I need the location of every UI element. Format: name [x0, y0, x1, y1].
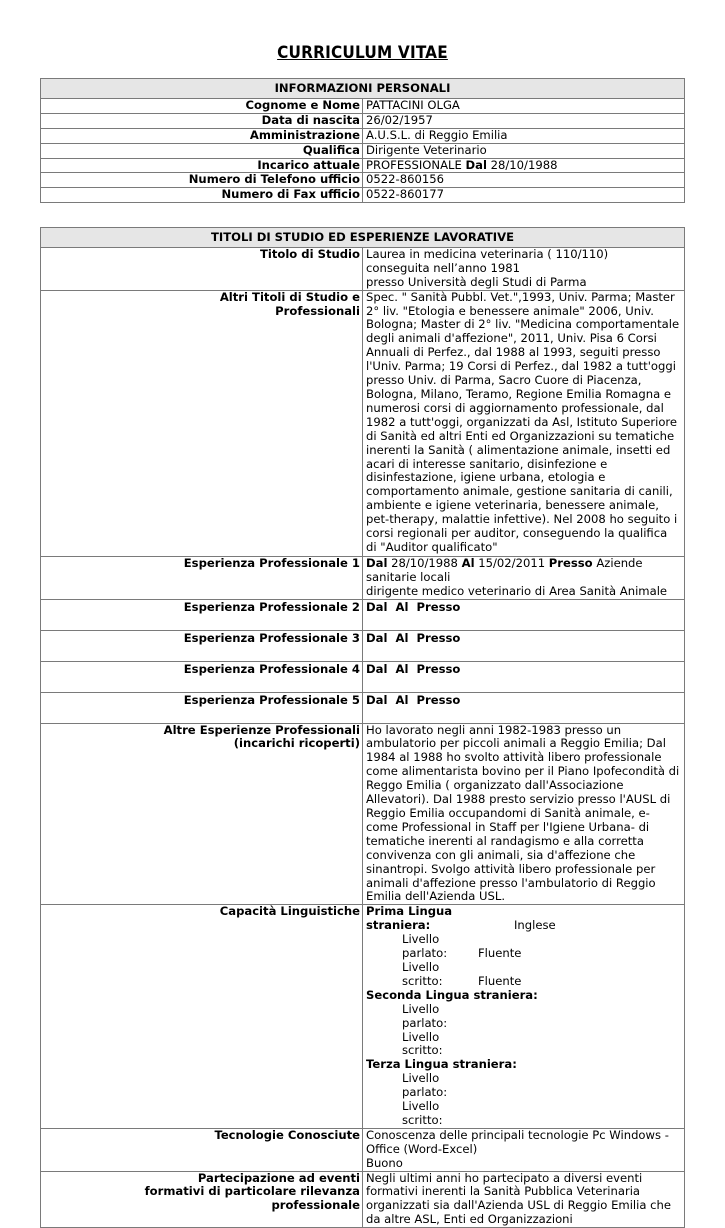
second-language-label: Seconda Lingua straniera: — [366, 987, 538, 1002]
to-date: 15/02/2011 — [474, 555, 549, 570]
field-label: Titolo di Studio — [41, 247, 363, 290]
administration-value: A.U.S.L. di Reggio Emilia — [363, 128, 685, 143]
table-row — [41, 723, 685, 905]
table-row — [41, 661, 685, 692]
fax-value: 0522-860177 — [363, 188, 685, 203]
field-label: Incarico attuale — [41, 158, 363, 173]
table-row — [41, 173, 685, 188]
presso-label: Presso — [548, 555, 593, 570]
table-row — [41, 188, 685, 203]
experience-1-role: dirigente medico veterinario di Area Sanità Animale — [366, 583, 668, 598]
table-row — [41, 1171, 685, 1228]
spoken-level-label: Livello parlato: — [402, 1071, 448, 1100]
label-line: Altre Esperienze Professionali — [163, 722, 360, 737]
label-line: Partecipazione ad eventi — [197, 1170, 360, 1185]
from-date: 28/10/1988 — [387, 555, 462, 570]
degree-line: presso Università degli Studi di Parma — [366, 274, 587, 289]
personal-info-header: INFORMAZIONI PERSONALI — [41, 79, 685, 99]
field-label: Esperienza Professionale 1 — [41, 556, 363, 599]
experience-1-value — [363, 556, 685, 599]
experience-4-value: Dal Al Presso — [363, 661, 685, 692]
degree-value — [363, 247, 685, 290]
personal-info-table — [40, 78, 685, 203]
technologies-line: Buono — [366, 1155, 403, 1170]
label-line: Professionali — [275, 303, 360, 318]
dal-label: Dal — [366, 555, 388, 570]
label-line: formativi di particolare rilevanza — [144, 1184, 360, 1199]
al-label: Al — [461, 555, 475, 570]
field-label: Data di nascita — [41, 113, 363, 128]
role-date: 28/10/1988 — [486, 157, 558, 172]
experience-2-value: Dal Al Presso — [363, 599, 685, 630]
spoken-level-label: Livello parlato: — [402, 932, 448, 961]
table-row — [41, 599, 685, 630]
written-level-label: Livello scritto: — [402, 1099, 443, 1127]
degree-line: conseguita nell’anno 1981 — [366, 260, 520, 275]
role-dal: Dal — [465, 157, 487, 172]
first-written-value: Fluente — [478, 973, 522, 988]
field-label: Cognome e Nome — [41, 98, 363, 113]
technologies-line: Conoscenza delle principali tecnologie Pc Windows - Office (Word-Excel) — [366, 1127, 669, 1156]
other-experience-value: Ho lavorato negli anni 1982-1983 presso un ambulatorio per piccoli animali a Reggio Emilia; Dal 1984 al 1988 ho svolto attività libero professionale come alimentarista bovino per il Piano Ipofecondità di Reggo Emilia ( organizzato dall'Associazione Allevatori). Dal 1988 presto servizio presso l'AUSL di Reggio Emilia occupandomi di Sanità animale, e- come Professional in Staff per l'Igiene Urbana- di tematiche inerenti al randagismo e alla corretta convivenza con gli animali, sia d'affezione che sinantropi. Svolgo attività libero professionale per animali d'affezione presso l'ambulatorio di Reggio Emilia dell'Azienda USL. — [363, 723, 685, 905]
place: Aziende sanitarie locali — [366, 555, 643, 584]
other-titles-value: Spec. " Sanità Pubbl. Vet.",1993, Univ. Parma; Master 2° liv. "Etologia e benessere animale" 2006, Univ. Bologna; Master di 2° liv. "Medicina comportamentale degli animali d'affezione", 2011, Univ. Pisa 6 Corsi Annuali di Perfez., dal 1988 al 1993, seguiti presso l'Univ. Parma; 19 Corsi di Perfez., dal 1982 a tutt'oggi presso Univ. di Parma, Sacro Cuore di Piacenza, Bologna, Milano, Teramo, Regione Emilia Romagna e numerosi corsi di aggiornamento professionale, dal 1982 a tutt'oggi, organizzati da Asl, Istituto Superiore di Sanità ed altri Enti ed Organizzazioni su tematiche inerenti la Sanità ( alimentazione animale, insetti ed acari di interesse sanitario, disinfezione e disinfestazione, igiene urbana, etologia e comportamento animale, gestione sanitaria di canili, ambiente e igiene veterinaria, benessere animale, pet-therapy, malattie infettive). Nel 2008 ho seguito i corsi regionali per auditor, conseguendo la qualifica di "Auditor qualificato" — [363, 290, 685, 556]
qualification-value: Dirigente Veterinario — [363, 143, 685, 158]
field-label: Amministrazione — [41, 128, 363, 143]
first-language-label: Prima Lingua straniera: — [366, 904, 453, 933]
first-language-value: Inglese — [514, 918, 556, 933]
table-row — [41, 158, 685, 173]
surname-name-value: PATTACINI OLGA — [363, 98, 685, 113]
languages-value — [363, 905, 685, 1129]
field-label: Esperienza Professionale 4 — [41, 661, 363, 692]
label-line: professionale — [271, 1198, 360, 1213]
field-label: Numero di Telefono ufficio — [41, 173, 363, 188]
label-line: (incarichi ricoperti) — [233, 736, 360, 751]
role-prefix: PROFESSIONALE — [366, 157, 466, 172]
experience-3-value: Dal Al Presso — [363, 630, 685, 661]
field-label: Tecnologie Conosciute — [41, 1128, 363, 1171]
written-level-label: Livello scritto: — [402, 959, 443, 988]
table-row — [41, 128, 685, 143]
degree-line: Laurea in medicina veterinaria ( 110/110) — [366, 246, 609, 261]
field-label: Capacità Linguistiche — [41, 905, 363, 1129]
label-line: Altri Titoli di Studio e — [219, 289, 360, 304]
birth-date-value: 26/02/1957 — [363, 113, 685, 128]
spoken-level-label: Livello parlato: — [402, 1001, 448, 1030]
field-label: Esperienza Professionale 3 — [41, 630, 363, 661]
table-row — [41, 556, 685, 599]
technologies-value — [363, 1128, 685, 1171]
table-row — [41, 1128, 685, 1171]
field-label: Numero di Fax ufficio — [41, 188, 363, 203]
current-role-value — [363, 158, 685, 173]
table-row — [41, 247, 685, 290]
phone-value: 0522-860156 — [363, 173, 685, 188]
table-row — [41, 290, 685, 556]
table-row — [41, 630, 685, 661]
training-events-value: Negli ultimi anni ho partecipato a diversi eventi formativi inerenti la Sanità Pubblica Veterinaria organizzati sia dall'Azienda USL di Reggio Emilia che da altre ASL, Enti ed Organizzazioni — [363, 1171, 685, 1228]
field-label — [41, 723, 363, 905]
table-row — [41, 905, 685, 1129]
document-title: CURRICULUM VITAE — [277, 43, 448, 63]
table-row — [41, 113, 685, 128]
experience-5-value: Dal Al Presso — [363, 692, 685, 723]
first-spoken-value: Fluente — [478, 946, 522, 961]
field-label: Qualifica — [41, 143, 363, 158]
studies-header: TITOLI DI STUDIO ED ESPERIENZE LAVORATIVE — [41, 228, 685, 248]
field-label: Esperienza Professionale 5 — [41, 692, 363, 723]
table-row — [41, 143, 685, 158]
experience-1-dates — [366, 557, 681, 585]
table-row — [41, 98, 685, 113]
field-label — [41, 290, 363, 556]
written-level-label: Livello scritto: — [402, 1029, 443, 1058]
third-language-label: Terza Lingua straniera: — [366, 1057, 517, 1072]
field-label: Esperienza Professionale 2 — [41, 599, 363, 630]
table-row — [41, 692, 685, 723]
field-label — [41, 1171, 363, 1228]
studies-table — [40, 227, 685, 1228]
